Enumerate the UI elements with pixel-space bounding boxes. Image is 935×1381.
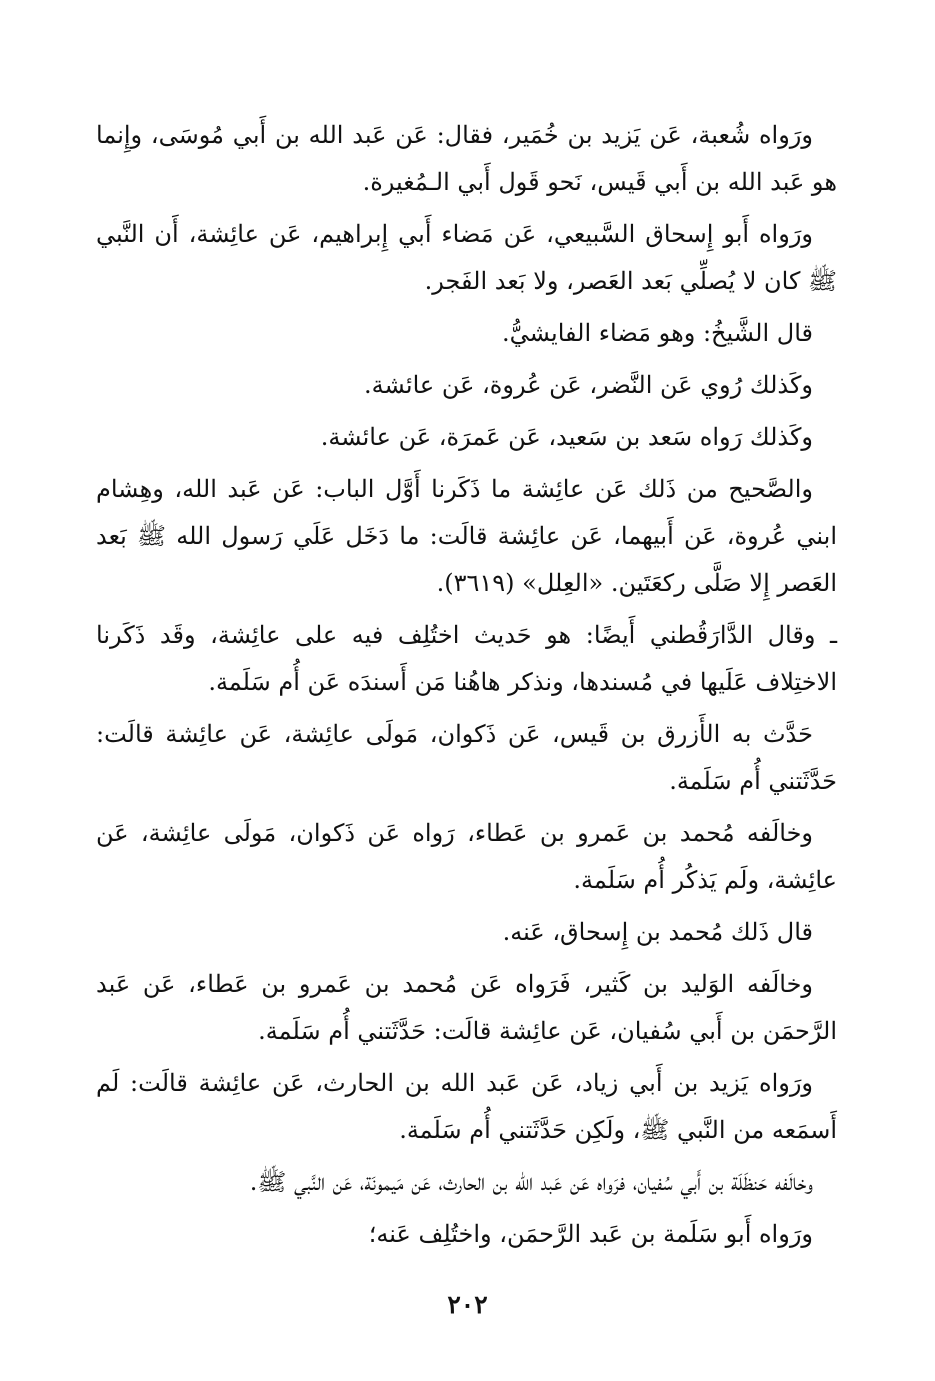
paragraph-10: قال ذَلك مُحمد بن إِسحاق، عَنه. [502,918,813,946]
paragraph-3: قال الشَّيخُ: وهو مَضاء الفايشيُّ. [501,319,813,347]
paragraph-4: وكَذلك رُوي عَن النَّضر، عَن عُروة، عَن عائشة. [363,371,813,399]
paragraph-6: والصَّحيح من ذَلك عَن عائِشة ما ذَكَرنا أَوَّل الباب: عَن عَبد الله، وهِشام ابني عُروة، عَن أَبيهما، عَن عائِشة قالَت: ما دَخَل عَلَي رَسول الله ﷺ بَعد العَصر إِلا صَلَّى ركعَتَين. «العِلل» (٣٦١٩). [96,475,837,597]
paragraph-7: ـ وقال الدَّارَقُطني أَيضًا: هو حَديث اختُلِف فيه على عائِشة، وقَد ذَكَرنا الاختِلاف عَلَيها في مُسندها، ونذكر هاهُنا مَن أَسندَه عَن أُم سَلَمة. [96,621,837,696]
paragraph-14: ورَواه أَبو سَلَمة بن عَبد الرَّحمَن، واختُلِف عَنه؛ [368,1220,813,1248]
paragraph-12: ورَواه يَزيد بن أَبي زياد، عَن عَبد الله بن الحارث، عَن عائِشة قالَت: لَم أَسمَعه من النَّبي ﷺ، ولَكِن حَدَّثَتني أُم سَلَمة. [96,1069,837,1144]
page-number: ٢٠٢ [447,1290,488,1319]
page-body [96,112,837,1263]
paragraph-5: وكَذلك رَواه سَعد بن سَعيد، عَن عَمرَة، عَن عائشة. [320,423,813,451]
paragraph-9: وخالَفه مُحمد بن عَمرو بن عَطاء، رَواه عَن ذَكوان، مَولَى عائِشة، عَن عائِشة، ولَم يَذكُر أُم سَلَمة. [96,819,837,894]
paragraph-2: ورَواه أَبو إِسحاق السَّبيعي، عَن مَضاء أَبي إِبراهيم، عَن عائِشة، أَن النَّبي ﷺ كان لا يُصلِّي بَعد العَصر، ولا بَعد الفَجر. [96,220,837,295]
paragraph-11: وخالَفه الوَليد بن كَثير، فَرَواه عَن مُحمد بن عَمرو بن عَطاء، عَن عَبد الرَّحمَن بن أَبي سُفيان، عَن عائِشة قالَت: حَدَّثَتني أُم سَلَمة. [96,970,837,1045]
paragraph-8: حَدَّث به الأَزرق بن قَيس، عَن ذَكوان، مَولَى عائِشة، عَن عائِشة قالَت: حَدَّثَتني أُم سَلَمة. [96,720,837,795]
paragraph-13: وخالَفه حَنظَلَة بن أَبي سُفيان، فرَواه عَن عَبد الله بن الحارث، عَن مَيمونَة، عَن النَّبي ﷺ. [249,1168,813,1196]
paragraph-1: ورَواه شُعبة، عَن يَزيد بن خُمَير، فقال: عَن عَبد الله بن أَبي مُوسَى، وإِنما هو عَبد الله بن أَبي قَيس، نَحو قَول أَبي الـمُغيرة. [96,121,837,196]
